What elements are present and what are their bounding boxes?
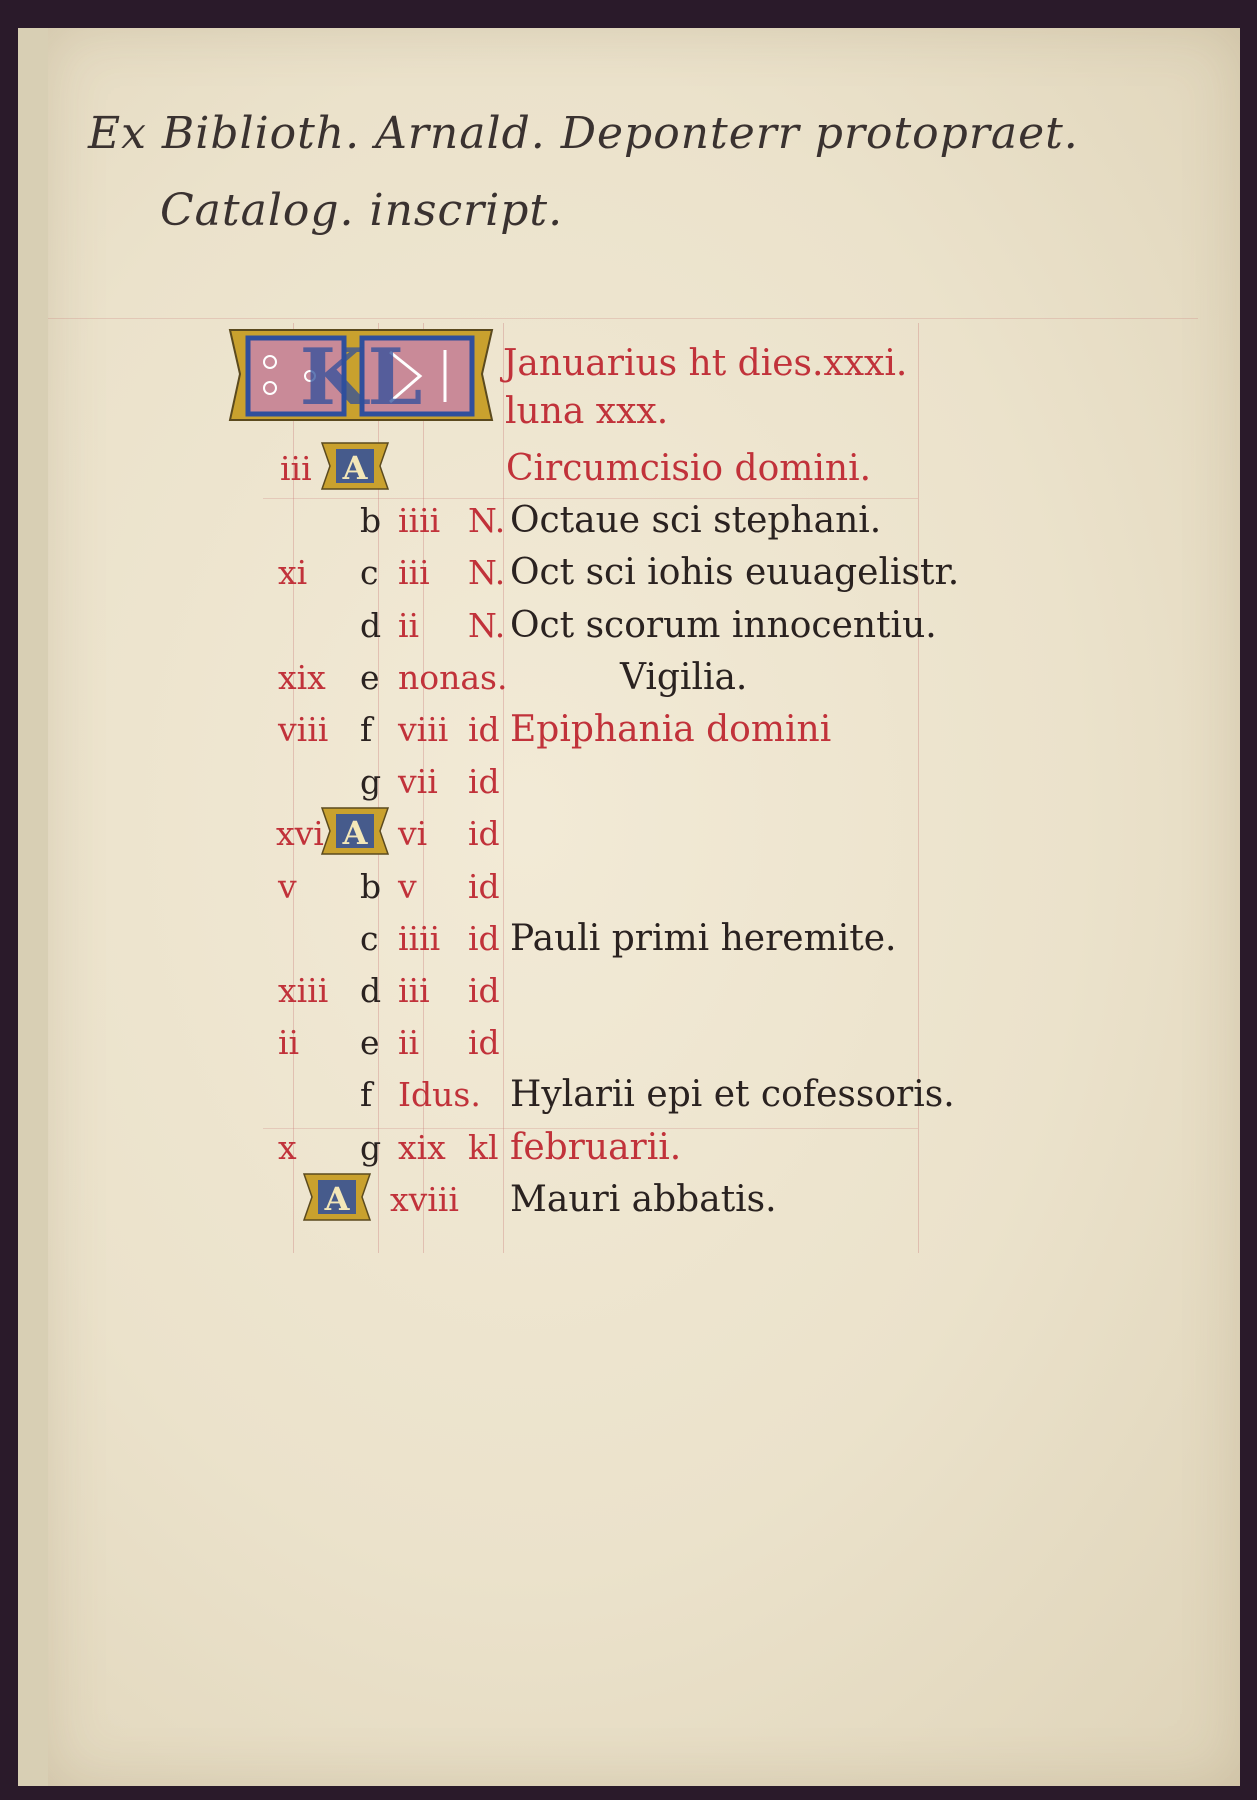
golden-number: x (278, 1128, 297, 1167)
dominical-letter: d (360, 606, 382, 645)
dominical-letter: g (360, 1128, 382, 1167)
roman-reckoning: N. (468, 606, 506, 645)
roman-day-count: ii (398, 1023, 420, 1062)
roman-reckoning: id (468, 1023, 500, 1062)
dominical-letter: d (360, 971, 382, 1010)
roman-day-count: vii (398, 762, 438, 801)
illuminated-letter-a (318, 802, 392, 860)
feast-entry: Pauli primi heremite. (510, 918, 897, 959)
roman-day-count: iiii (398, 919, 441, 958)
ownership-inscription-line1: Ex Biblioth. Arnald. Deponterr protopraet. (88, 108, 1079, 159)
roman-day-count: xix (398, 1128, 446, 1167)
kl-illuminated-initial (220, 322, 502, 428)
dominical-letter: c (360, 553, 379, 592)
roman-day-count: ii (398, 606, 420, 645)
roman-reckoning: id (468, 867, 500, 906)
calendar-row (0, 861, 1257, 913)
dominical-letter: A (342, 814, 368, 852)
moon-heading: luna xxx. (505, 391, 669, 432)
calendar-row (0, 1122, 1257, 1174)
feast-entry: februarii. (510, 1127, 682, 1168)
roman-reckoning: N. (468, 553, 506, 592)
dominical-letter: A (342, 449, 368, 487)
calendar-row (0, 808, 1257, 860)
dominical-letter: e (360, 1023, 380, 1062)
feast-entry: Oct scorum innocentiu. (510, 605, 937, 646)
roman-reckoning: id (468, 971, 500, 1010)
golden-number: xix (278, 658, 326, 697)
feast-entry: Vigilia. (620, 657, 748, 698)
golden-number: v (278, 867, 297, 906)
roman-day-count: xviii (390, 1180, 459, 1219)
dominical-letter: g (360, 762, 382, 801)
feast-entry: Hylarii epi et cofessoris. (510, 1074, 955, 1115)
calendar-row (0, 1069, 1257, 1121)
dominical-letter: f (360, 1075, 373, 1114)
feast-entry: Epiphania domini (510, 709, 832, 750)
roman-day-count: iii (398, 553, 430, 592)
dominical-letter: b (360, 501, 382, 540)
dominical-letter: c (360, 919, 379, 958)
feast-entry: Circumcisio domini. (506, 448, 872, 489)
golden-number: ii (278, 1023, 300, 1062)
illuminated-letter-a (318, 437, 392, 495)
golden-number: xvi (276, 814, 324, 853)
feast-entry: Mauri abbatis. (510, 1179, 777, 1220)
month-heading: Januarius ht dies.xxxi. (503, 343, 908, 384)
calendar-row (0, 704, 1257, 756)
calendar-row (0, 495, 1257, 547)
calendar-row (0, 913, 1257, 965)
roman-reckoning: id (468, 762, 500, 801)
roman-reckoning: id (468, 919, 500, 958)
kl-initial-letters: KL (299, 332, 423, 423)
golden-number: viii (278, 710, 329, 749)
calendar-row (0, 600, 1257, 652)
dominical-letter: f (360, 710, 373, 749)
golden-number: xiii (278, 971, 329, 1010)
illuminated-letter-a (300, 1168, 374, 1226)
ruling-line (48, 318, 1198, 319)
calendar-row (0, 1174, 1257, 1226)
calendar-row (0, 443, 1257, 495)
roman-day-count: nonas. (398, 658, 508, 697)
feast-entry: Octaue sci stephani. (510, 500, 882, 541)
ownership-inscription-line2: Catalog. inscript. (160, 185, 564, 236)
roman-reckoning: N. (468, 501, 506, 540)
calendar-row (0, 652, 1257, 704)
roman-day-count: iii (398, 971, 430, 1010)
roman-reckoning: id (468, 814, 500, 853)
dominical-letter: e (360, 658, 380, 697)
roman-day-count: iiii (398, 501, 441, 540)
roman-day-count: v (398, 867, 417, 906)
roman-day-count: vi (398, 814, 428, 853)
roman-day-count: Idus. (398, 1075, 481, 1114)
dominical-letter: b (360, 867, 382, 906)
roman-day-count: viii (398, 710, 449, 749)
feast-entry: Oct sci iohis euuagelistr. (510, 552, 960, 593)
roman-reckoning: id (468, 710, 500, 749)
calendar-row (0, 547, 1257, 599)
golden-number: xi (278, 553, 308, 592)
roman-reckoning: kl (468, 1128, 499, 1167)
calendar-row (0, 1017, 1257, 1069)
dominical-letter: A (324, 1180, 350, 1218)
calendar-row (0, 756, 1257, 808)
golden-number: iii (280, 449, 312, 488)
calendar-row (0, 965, 1257, 1017)
